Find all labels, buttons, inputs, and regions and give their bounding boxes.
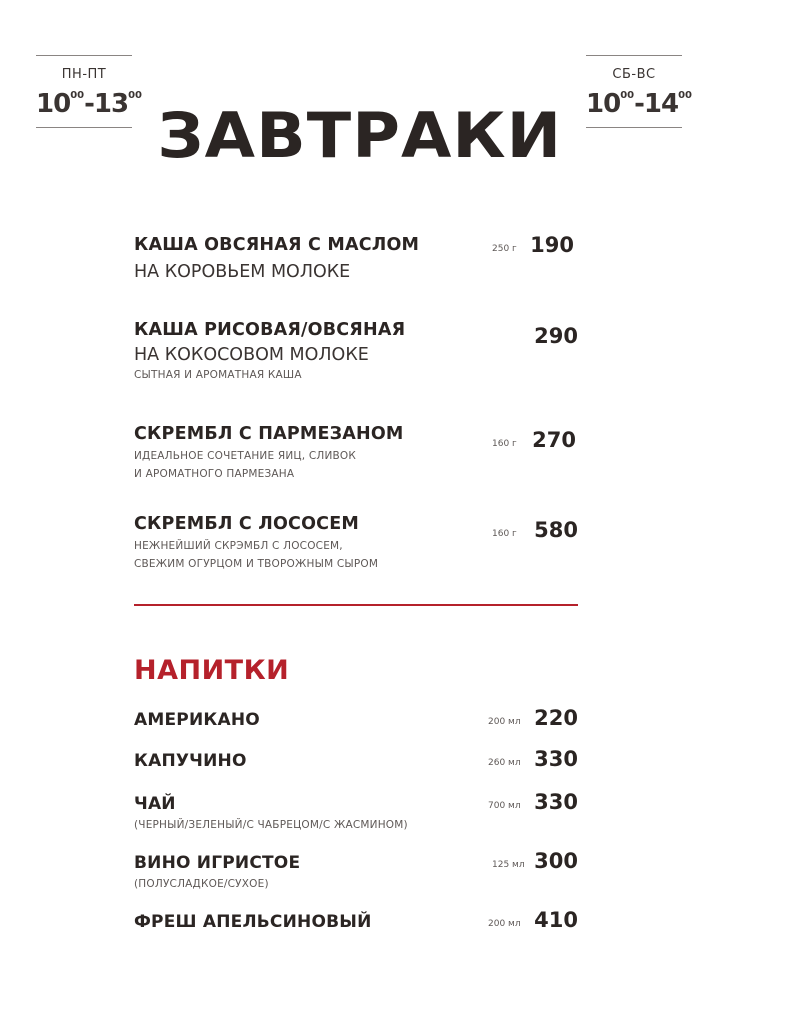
hours-open: 10 bbox=[36, 89, 71, 119]
drink-name: ВИНО ИГРИСТОЕ bbox=[134, 853, 301, 873]
drink-price: 300 bbox=[534, 849, 578, 873]
drink-name: КАПУЧИНО bbox=[134, 751, 247, 771]
drink-portion: 200 мл bbox=[488, 717, 521, 727]
item-name: СКРЕМБЛ С ПАРМЕЗАНОМ bbox=[134, 424, 404, 444]
hours-top-rule bbox=[36, 55, 132, 56]
hours-close: 14 bbox=[643, 89, 679, 119]
item-price: 580 bbox=[534, 518, 578, 542]
hours-time: $10^{00}-13^{00}$ bbox=[36, 89, 143, 119]
drink-price: 330 bbox=[534, 747, 578, 771]
menu-item bbox=[134, 514, 578, 573]
hours-top-rule bbox=[586, 55, 682, 56]
item-subtitle: НА КОКОСОВОМ МОЛОКЕ bbox=[134, 345, 369, 365]
drink-portion: 700 мл bbox=[488, 801, 521, 811]
drink-price: 220 bbox=[534, 706, 578, 730]
hours-open-min: 00 bbox=[620, 90, 635, 101]
drink-item bbox=[134, 908, 578, 932]
hours-close: 13 bbox=[93, 89, 129, 119]
drink-item bbox=[134, 706, 578, 730]
hours-close-min: 00 bbox=[678, 90, 693, 101]
menu-item bbox=[134, 320, 578, 384]
section-divider bbox=[134, 604, 578, 606]
item-portion: 160 г bbox=[492, 529, 517, 539]
item-description: СЫТНАЯ И АРОМАТНАЯ КАША bbox=[134, 369, 302, 381]
page-title bbox=[0, 101, 720, 171]
item-subtitle: НА КОРОВЬЕМ МОЛОКЕ bbox=[134, 262, 351, 282]
hours-close-min: 00 bbox=[128, 90, 143, 101]
item-price: 270 bbox=[532, 428, 576, 452]
drink-name: АМЕРИКАНО bbox=[134, 710, 260, 730]
item-portion: 160 г bbox=[492, 439, 517, 449]
hours-open-min: 00 bbox=[70, 90, 85, 101]
item-description: НЕЖНЕЙШИЙ СКРЭМБЛ С ЛОСОСЕМ, bbox=[134, 540, 343, 552]
page-title-text: ЗАВТРАКИ bbox=[157, 99, 563, 172]
hours-time: $10^{00}-14^{00}$ bbox=[586, 89, 693, 119]
drink-portion: 260 мл bbox=[488, 758, 521, 768]
drink-item bbox=[134, 747, 578, 771]
item-price: 190 bbox=[530, 233, 574, 257]
drink-description: (ПОЛУСЛАДКОЕ/СУХОЕ) bbox=[134, 878, 269, 890]
drink-item bbox=[134, 790, 578, 832]
item-description: И АРОМАТНОГО ПАРМЕЗАНА bbox=[134, 468, 295, 480]
drink-portion: 200 мл bbox=[488, 919, 521, 929]
item-name: СКРЕМБЛ С ЛОСОСЕМ bbox=[134, 514, 359, 534]
drink-item bbox=[134, 849, 578, 891]
drink-portion: 125 мл bbox=[492, 860, 525, 870]
item-description: ИДЕАЛЬНОЕ СОЧЕТАНИЕ ЯИЦ, СЛИВОК bbox=[134, 450, 357, 462]
drink-price: 410 bbox=[534, 908, 578, 932]
section-title-drinks: НАПИТКИ bbox=[134, 655, 290, 686]
drink-description: (ЧЕРНЫЙ/ЗЕЛЕНЫЙ/С ЧАБРЕЦОМ/С ЖАСМИНОМ) bbox=[134, 819, 408, 831]
drink-name: ЧАЙ bbox=[134, 794, 176, 814]
item-price: 290 bbox=[534, 324, 578, 348]
item-name: КАША РИСОВАЯ/ОВСЯНАЯ bbox=[134, 320, 406, 340]
drink-name: ФРЕШ АПЕЛЬСИНОВЫЙ bbox=[134, 912, 372, 932]
hours-days: ПН-ПТ bbox=[61, 67, 107, 82]
hours-days: СБ-ВС bbox=[612, 67, 656, 82]
menu-item bbox=[134, 235, 578, 282]
item-portion: 250 г bbox=[492, 244, 517, 254]
menu-item bbox=[134, 424, 578, 483]
hours-open: 10 bbox=[586, 89, 621, 119]
item-description: СВЕЖИМ ОГУРЦОМ И ТВОРОЖНЫМ СЫРОМ bbox=[134, 558, 379, 570]
item-name: КАША ОВСЯНАЯ С МАСЛОМ bbox=[134, 235, 420, 255]
drink-price: 330 bbox=[534, 790, 578, 814]
